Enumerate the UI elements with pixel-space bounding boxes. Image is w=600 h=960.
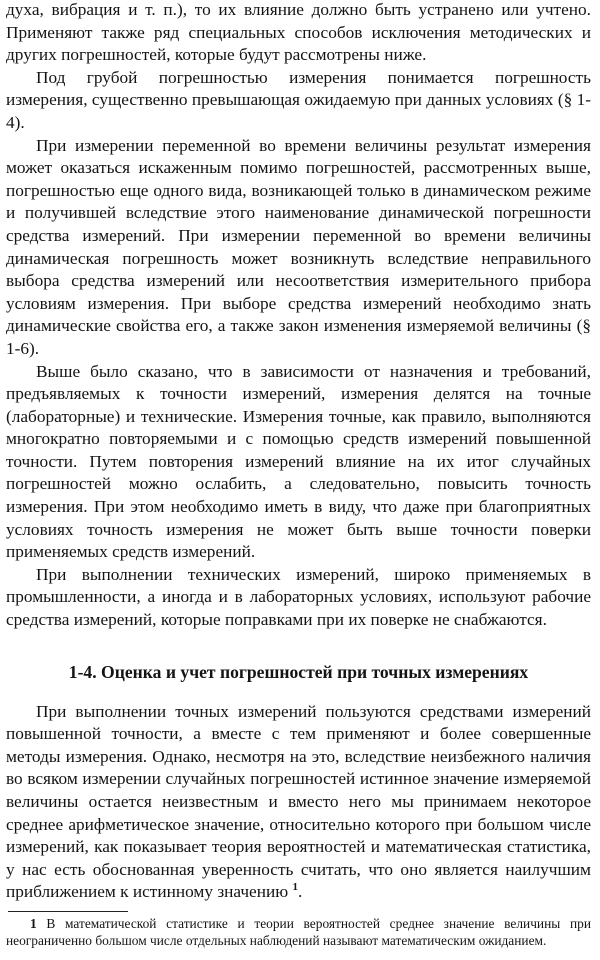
- section-paragraph-text: При выполнении точных измерений пользуются средствами измерений повышенной точности, а вместе с тем применяют и более совершенные методы измерения. Однако, несмотря на это, вследствие неизбежного наличия во всяком измерении случайных погрешностей истинное значение измеряемой величины остается неизвестным и вместо него мы принимаем некоторое среднее арифметическое значение, относительно которого при большом числе измерений, как показывает теория вероятностей и математическая статистика, у нас есть обоснованная уверенность считать, что оно является наилучшим приближением к истинному значению: [6, 701, 591, 902]
- footnote-reference: 1: [292, 881, 298, 894]
- footnote-divider: [8, 911, 128, 912]
- book-page: [6, 0, 591, 949]
- paragraph-precise-measurements: Выше было сказано, что в зависимости от назначения и требований, предъявляемых к точности измерений, измерения делятся на точные (лабораторные) и технические. Измерения точные, как правило, выполняются многократно повторяемыми и с помощью средств измерений повышенной точности. Путем повторения измерений влияние на их итог случайных погрешностей можно ослабить, а следовательно, повысить точность измерения. При этом необходимо иметь в виду, что даже при благоприятных условиях точность измерения не может быть выше точности поверки применяемых средств измерений.: [6, 361, 591, 562]
- section-heading: 1-4. Оценка и учет погрешностей при точных измерениях: [68, 661, 529, 682]
- footnote: [6, 915, 591, 949]
- paragraph-continued: духа, вибрация и т. п.), то их влияние должно быть устранено или учтено. Применяют также ряд специальных способов исключения методических и других погрешностей, которые будут рассмотрены ниже.: [6, 0, 591, 65]
- paragraph-gross-error: Под грубой погрешностью измерения понимается погрешность измерения, существенно превышающая ожидаемую при данных условиях (§ 1-4).: [6, 67, 591, 132]
- footnote-text: В математической статистике и теории вероятностей среднее значение величины при неограниченно большом числе отдельных наблюдений называют математическим ожиданием.: [6, 915, 591, 948]
- footnote-number: 1: [30, 915, 37, 931]
- paragraph-dynamic-error: При измерении переменной во времени величины результат измерения может оказаться искаженным помимо погрешностей, рассмотренных выше, погрешностью еще одного вида, возникающей только в динамическом режиме и получившей вследствие этого наименование динамической погрешности средства измерений. При измерении переменной во времени величины динамическая погрешность может возникнуть вследствие неправильного выбора средства измерений или несоответствия измерительного прибора условиям измерения. При выборе средства измерений необходимо знать динамические свойства его, а также закон изменения измеряемой величины (§ 1-6).: [6, 135, 591, 358]
- paragraph-technical-measurements: При выполнении технических измерений, широко применяемых в промышленности, а иногда и в лабораторных условиях, используют рабочие средства измерений, которые поправками при их поверке не снабжаются.: [6, 564, 591, 630]
- paragraph-section-intro: При выполнении точных измерений пользуются средствами измерений повышенной точности, а вместе с тем применяют и более совершенные методы измерения. Однако, несмотря на это, вследствие неизбежного наличия во всяком измерении случайных погрешностей истинное значение измеряемой величины остается неизвестным и вместо него мы принимаем некоторое среднее арифметическое значение, относительно которого при большом числе измерений, как показывает теория вероятностей и математическая статистика, у нас есть обоснованная уверенность считать, что оно является наилучшим приближением к истинному значению $^1$.: [6, 701, 591, 902]
